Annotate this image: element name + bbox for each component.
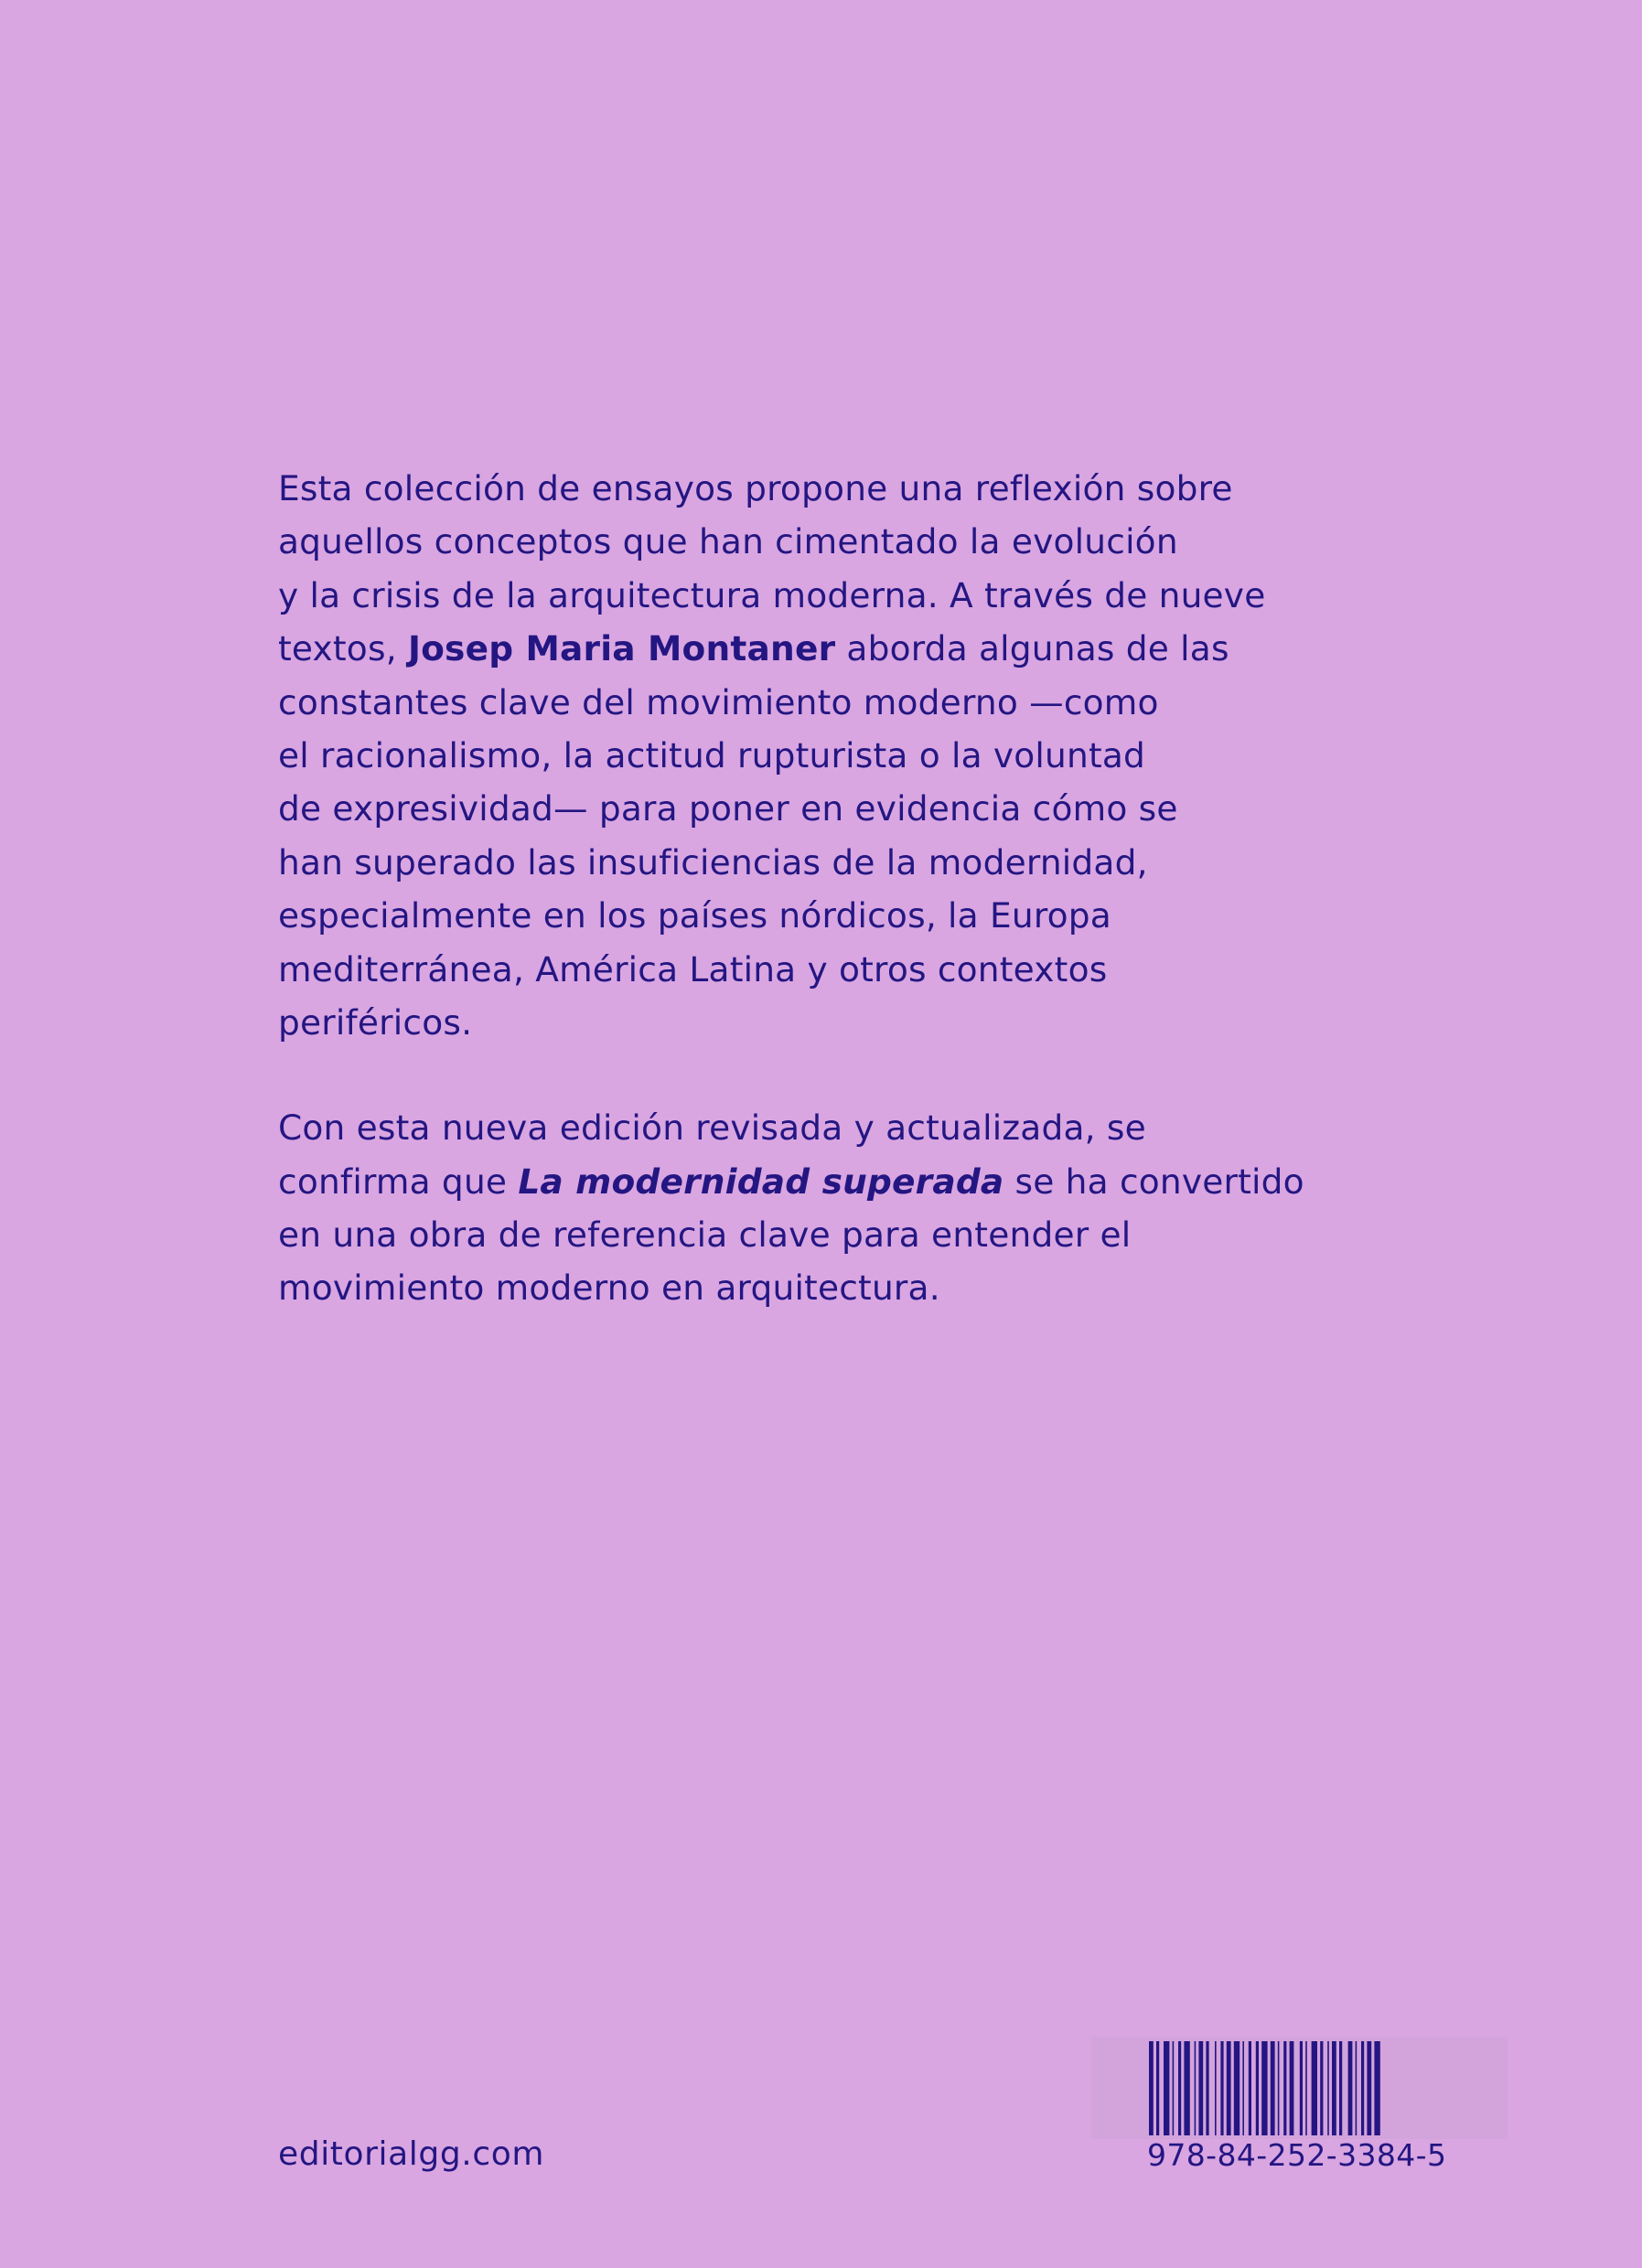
text-line: el racionalismo, la actitud rupturista o la voluntad bbox=[278, 734, 1146, 776]
barcode-bar bbox=[1164, 2041, 1169, 2135]
text-line: especialmente en los países nórdicos, la Europa bbox=[278, 895, 1111, 936]
barcode-icon bbox=[1149, 2041, 1442, 2135]
blurb-paragraph-2 bbox=[278, 1101, 1321, 1315]
back-cover-blurb bbox=[278, 462, 1321, 1315]
text-fragment: textos, bbox=[278, 628, 408, 669]
barcode-bar bbox=[1184, 2041, 1189, 2135]
book-title: La modernidad superada bbox=[518, 1161, 1004, 1202]
barcode-bar bbox=[1206, 2041, 1208, 2135]
barcode-bar bbox=[1234, 2041, 1240, 2135]
barcode-bar bbox=[1374, 2041, 1379, 2135]
blurb-paragraph-1 bbox=[278, 462, 1321, 1049]
barcode-bar bbox=[1249, 2041, 1251, 2135]
text-line: constantes clave del movimiento moderno —como bbox=[278, 681, 1159, 722]
barcode-bar bbox=[1256, 2041, 1259, 2135]
publisher-website: editorialgg.com bbox=[278, 2135, 545, 2173]
text-line bbox=[278, 1155, 1321, 1208]
text-line: de expresividad— para poner en evidencia cómo se bbox=[278, 788, 1178, 829]
barcode-bar bbox=[1283, 2041, 1286, 2135]
barcode-bar bbox=[1220, 2041, 1223, 2135]
isbn-number: 978-84-252-3384-5 bbox=[1147, 2137, 1447, 2173]
text-line: y la crisis de la arquitectura moderna. A través de nueve bbox=[278, 574, 1266, 615]
text-line: aquellos conceptos que han cimentado la evolución bbox=[278, 521, 1178, 562]
barcode-bar bbox=[1300, 2041, 1303, 2135]
barcode-bar bbox=[1305, 2041, 1307, 2135]
text-line: Con esta nueva edición revisada y actualizada, se bbox=[278, 1107, 1146, 1149]
text-line: Esta colección de ensayos propone una reflexión sobre bbox=[278, 468, 1233, 508]
barcode-bar bbox=[1327, 2041, 1329, 2135]
text-fragment: aborda algunas de las bbox=[835, 628, 1229, 669]
text-line: en una obra de referencia clave para entender el bbox=[278, 1214, 1132, 1256]
barcode-bar bbox=[1227, 2041, 1231, 2135]
barcode-bar bbox=[1198, 2041, 1203, 2135]
barcode-bar bbox=[1348, 2041, 1353, 2135]
barcode-bar bbox=[1271, 2041, 1275, 2135]
text-fragment: confirma que bbox=[278, 1161, 519, 1202]
barcode-bar bbox=[1178, 2041, 1181, 2135]
barcode-bar bbox=[1278, 2041, 1280, 2135]
text-fragment: se ha convertido bbox=[1003, 1161, 1304, 1202]
barcode-bar bbox=[1173, 2041, 1175, 2135]
text-line: han superado las insuficiencias de la modernidad, bbox=[278, 841, 1148, 883]
barcode-bar bbox=[1149, 2041, 1154, 2135]
barcode-bar bbox=[1195, 2041, 1197, 2135]
text-line: periféricos. bbox=[278, 1001, 473, 1043]
barcode-panel bbox=[1091, 2037, 1508, 2139]
barcode-bar bbox=[1261, 2041, 1267, 2135]
barcode-bar bbox=[1339, 2041, 1342, 2135]
barcode-bar bbox=[1290, 2041, 1294, 2135]
barcode-bar bbox=[1367, 2041, 1371, 2135]
barcode-bar bbox=[1242, 2041, 1244, 2135]
author-name: Josep Maria Montaner bbox=[407, 628, 836, 669]
text-line: movimiento moderno en arquitectura. bbox=[278, 1268, 940, 1309]
barcode-bar bbox=[1320, 2041, 1323, 2135]
barcode-bar bbox=[1332, 2041, 1336, 2135]
text-line: mediterránea, América Latina y otros contextos bbox=[278, 948, 1108, 990]
text-line bbox=[278, 622, 1321, 675]
barcode-bar bbox=[1215, 2041, 1217, 2135]
barcode-bar bbox=[1156, 2041, 1159, 2135]
barcode-bar bbox=[1356, 2041, 1358, 2135]
barcode-bar bbox=[1312, 2041, 1317, 2135]
barcode-bar bbox=[1361, 2041, 1364, 2135]
